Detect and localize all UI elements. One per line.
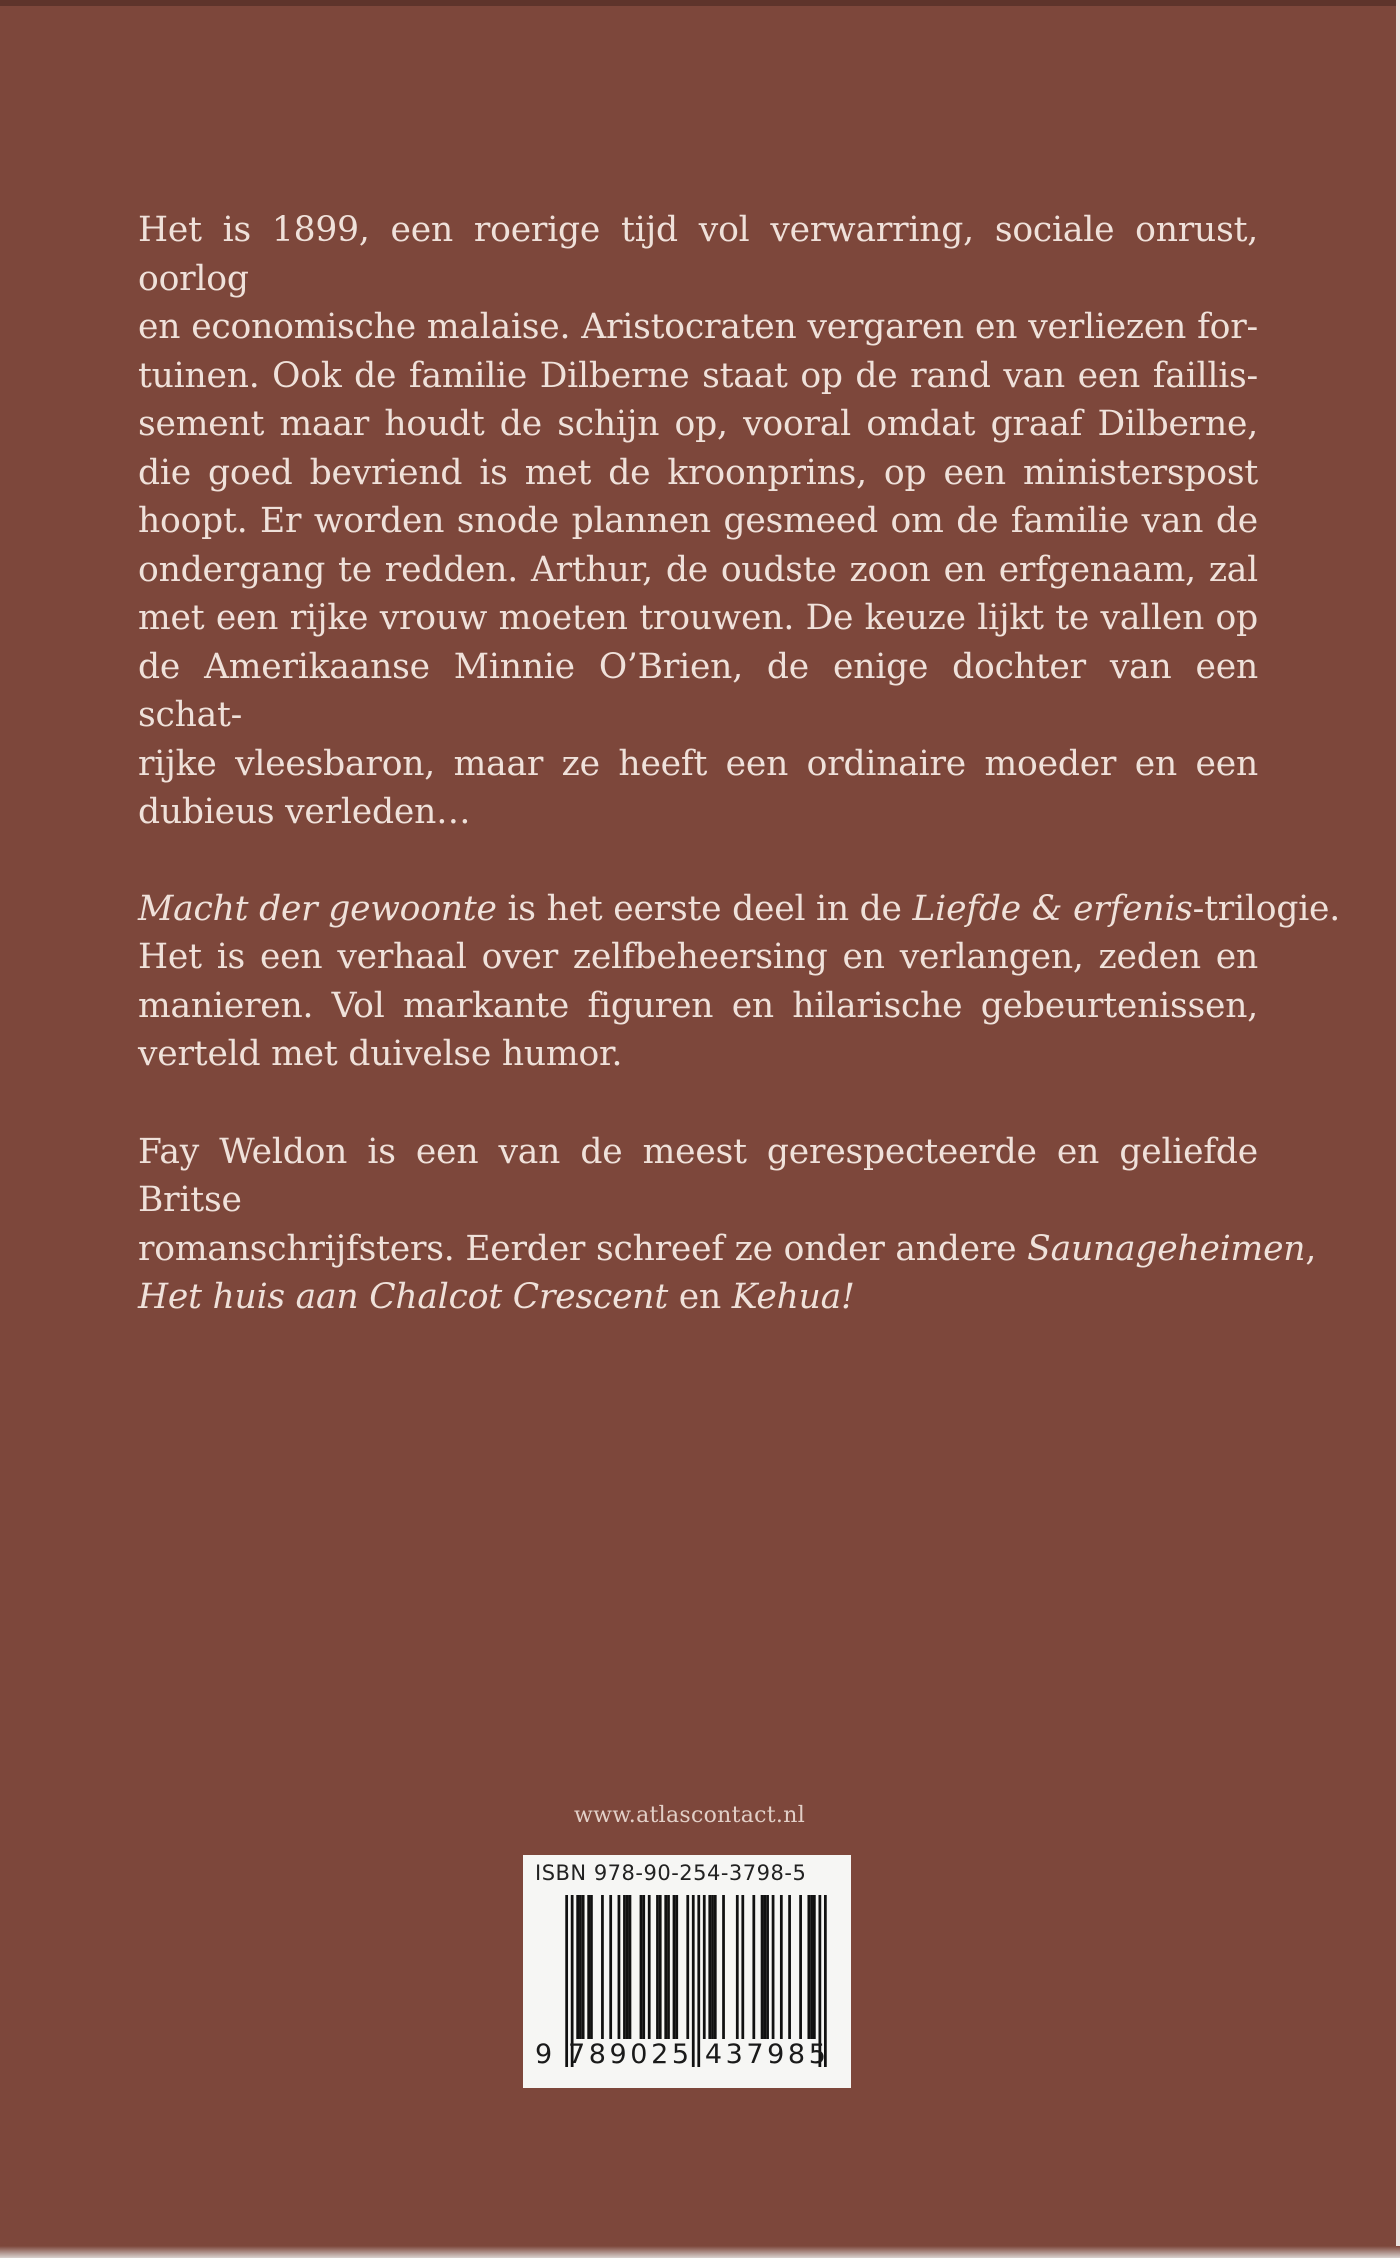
text-run: , — [1305, 1228, 1317, 1269]
text-line: Het is een verhaal over zelfbeheersing en verlangen, zeden en — [138, 937, 1258, 977]
barcode-bar — [752, 1895, 755, 2039]
barcode-bar — [579, 1895, 582, 2039]
barcode-bar — [590, 1895, 593, 2039]
barcode-bar — [711, 1895, 714, 2039]
barcode-bar — [813, 1895, 816, 2039]
barcode-bar — [656, 1895, 659, 2039]
barcode-bar — [675, 1895, 678, 2039]
barcode-bar — [722, 1895, 725, 2039]
barcode-bar — [626, 1895, 629, 2039]
barcode-bar — [708, 1895, 711, 2039]
isbn-label: ISBN 978-90-254-3798-5 — [535, 1861, 807, 1885]
book-title: Kehua! — [731, 1277, 855, 1317]
series-title: Liefde & erfenis — [912, 888, 1193, 929]
text-run: romanschrijfsters. Eerder schreef ze onder andere — [138, 1228, 1028, 1269]
text-line: dubieus verleden… — [138, 792, 471, 832]
series-paragraph — [138, 885, 1341, 1079]
barcode-bar — [788, 1895, 791, 2039]
barcode-bar — [648, 1895, 651, 2039]
text-run: is het eerste deel in de — [496, 888, 913, 929]
barcode-bar — [772, 1895, 775, 2039]
text-line: tuinen. Ook de familie Dilberne staat op de rand van een faillis- — [138, 355, 1258, 396]
barcode-bar — [673, 1895, 676, 2039]
text-line: Het is 1899, een roerige tijd vol verwarring, sociale onrust, oorlog — [138, 210, 1258, 299]
blurb-text — [138, 206, 1341, 1322]
text-line: de Amerikaanse Minnie O’Brien, de enige dochter van een schat- — [138, 646, 1258, 735]
isbn-barcode — [523, 1855, 851, 2088]
barcode-bar — [766, 1895, 769, 2039]
text-line: met een rijke vrouw moeten trouwen. De keuze lijkt te vallen op — [138, 598, 1258, 638]
barcode-bar — [810, 1895, 813, 2039]
right-edge — [1396, 0, 1400, 2258]
bottom-edge — [0, 2246, 1400, 2258]
text-line: hoopt. Er worden snode plannen gesmeed om de familie van de — [138, 501, 1258, 541]
book-title: Macht der gewoonte — [138, 888, 497, 929]
text-line — [138, 1273, 1258, 1322]
barcode-bar — [799, 1895, 802, 2039]
barcode-bar — [640, 1895, 643, 2039]
barcode-bar — [642, 1895, 645, 2039]
text-line: die goed bevriend is met de kroonprins, op een ministerspost — [138, 452, 1258, 493]
barcode-bar — [664, 1895, 667, 2039]
barcode-bar — [780, 1895, 783, 2039]
barcode-bar — [741, 1895, 744, 2039]
barcode-bar — [582, 1895, 585, 2039]
barcode-bar — [763, 1895, 766, 2039]
barcode-bar — [736, 1895, 739, 2039]
barcode-bar — [686, 1895, 689, 2039]
text-line: sement maar houdt de schijn op, vooral omdat graaf Dilberne, — [138, 404, 1258, 444]
book-title: Saunageheimen — [1027, 1228, 1306, 1269]
barcode-bar — [761, 1895, 764, 2039]
barcode-bar — [629, 1895, 632, 2039]
author-paragraph — [138, 1128, 1317, 1322]
synopsis-paragraph — [138, 206, 1258, 837]
barcode-bar — [703, 1895, 706, 2039]
text-line: Fay Weldon is een van de meest gerespecteerde en geliefde Britse — [138, 1131, 1258, 1220]
barcode-bar — [807, 1895, 810, 2039]
top-edge — [0, 0, 1400, 6]
barcode-bar — [601, 1895, 604, 2039]
text-line: verteld met duivelse humor. — [138, 1034, 623, 1074]
text-run: -trilogie. — [1192, 888, 1341, 929]
barcode-bar — [618, 1895, 621, 2039]
text-line: manieren. Vol markante figuren en hilarische gebeurtenissen, — [138, 985, 1258, 1026]
text-line: en economische malaise. Aristocraten vergaren en verliezen for- — [138, 307, 1258, 347]
barcode-bar — [623, 1895, 626, 2039]
text-line: ondergang te redden. Arthur, de oudste zoon en erfgenaam, zal — [138, 549, 1258, 590]
barcode-digits: 9 789025 437985 — [535, 2039, 830, 2070]
barcode-bar — [667, 1895, 670, 2039]
book-title: Het huis aan Chalcot Crescent — [138, 1277, 668, 1317]
barcode-bar — [659, 1895, 662, 2039]
text-line — [138, 885, 1341, 934]
text-line: rijke vleesbaron, maar ze heeft een ordinaire moeder en een — [138, 743, 1258, 784]
barcode-bar — [609, 1895, 612, 2039]
publisher-url: www.atlascontact.nl — [574, 1803, 806, 1828]
barcode-bar — [576, 1895, 579, 2039]
barcode-bar — [714, 1895, 717, 2039]
barcode-bar — [587, 1895, 590, 2039]
text-line — [138, 1225, 1317, 1274]
text-run: en — [667, 1277, 732, 1317]
